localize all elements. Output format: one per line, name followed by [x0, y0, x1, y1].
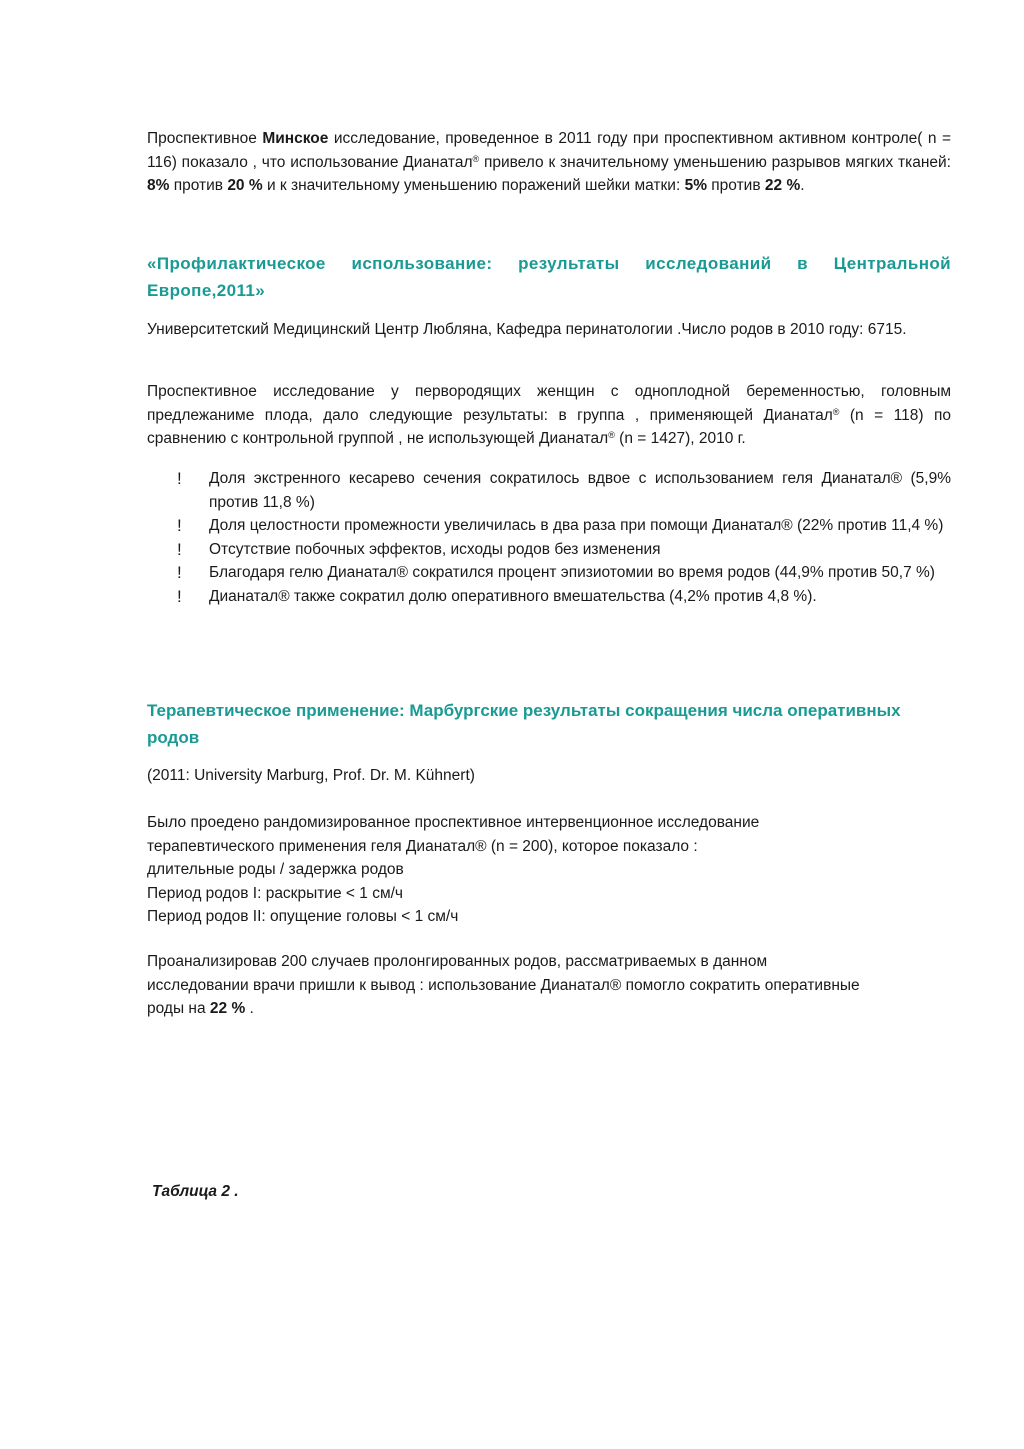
text-run: (n = 1427), 2010 г.: [614, 430, 746, 447]
text-run: .: [800, 177, 805, 194]
list-item: [147, 514, 951, 538]
bold-value: 22 %: [764, 177, 801, 194]
paragraph-ljubljana: Университетский Медицинский Центр Любляна, Кафедра перинатологии .Число родов в 2010 году: 6715.: [147, 321, 907, 338]
exclamation-bullet: !: [177, 586, 182, 606]
bold-minsk: Минское: [262, 130, 329, 147]
list-item: [147, 561, 951, 585]
list-item: [147, 467, 951, 514]
paragraph-randomized-study: [147, 811, 951, 929]
text-line: исследовании врачи пришли к вывод : использование Дианатал® помогло сократить оперативные: [147, 976, 860, 994]
text-run: привело к значительному уменьшению разрывов мягких тканей:: [479, 153, 951, 171]
bold-value: 8%: [147, 177, 170, 194]
text-run: против: [706, 177, 765, 194]
list-item-text: Дианатал® также сократил долю оперативного вмешательства (4,2% против 4,8 %).: [209, 587, 817, 605]
text-run: исследование, проведенное в 2011 году при проспективном активном контроле( n = 116) показало , что использование Дианатал: [147, 130, 951, 171]
list-item-text: Отсутствие побочных эффектов, исходы родов без изменения: [209, 540, 661, 558]
text-line: Период родов I: раскрытие < 1 см/ч: [147, 884, 403, 902]
registered-mark: ®: [608, 430, 615, 440]
text-line: Было проедено рандомизированное проспективное интервенционное исследование: [147, 814, 760, 831]
text-run: Проспективное исследование у первородящих женщин с одноплодной беременностью, головным предлежаниме плода, дало следующие результаты: в группа , применяющей Дианатал: [147, 383, 951, 424]
table-caption: Таблица 2 .: [152, 1183, 239, 1200]
heading-therapeutic-use: Терапевтическое применение: Марбургские результаты сокращения числа оперативных родов: [147, 701, 901, 747]
text-line: Проанализировав 200 случаев пролонгированных родов, рассматриваемых в данном: [147, 953, 768, 970]
list-item-text: Доля целостности промежности увеличилась в два раза при помощи Дианатал® (22% против 11,4 %): [209, 517, 944, 534]
list-item: [147, 585, 951, 609]
bold-value: 20 %: [227, 177, 263, 194]
text-run: против: [169, 177, 228, 194]
exclamation-bullet: !: [177, 563, 182, 582]
exclamation-bullet: !: [177, 469, 182, 488]
list-item: [147, 538, 951, 562]
paragraph-marburg-source: (2011: University Marburg, Prof. Dr. M. Kühnert): [147, 767, 475, 784]
bold-value: 22 %: [209, 1000, 246, 1017]
text-line: Период родов II: опущение головы < 1 см/ч: [147, 908, 459, 925]
text-line: длительные роды / задержка родов: [147, 861, 404, 878]
exclamation-bullet: !: [177, 539, 182, 559]
list-item-text: Благодаря гелю Дианатал® сократился процент эпизиотомии во время родов (44,9% против 50,7 %): [209, 564, 935, 581]
registered-mark: ®: [832, 406, 840, 417]
text-run: (n = 118) по сравнению с контрольной группой , не использующей Дианатал: [147, 406, 951, 447]
text-run: и к значительному уменьшению поражений шейки матки:: [262, 177, 685, 194]
paragraph-conclusion: [147, 950, 951, 1021]
text-line: [147, 997, 951, 1021]
text-run: .: [245, 1000, 254, 1017]
paragraph-minsk-study: [147, 127, 951, 198]
paragraph-prospective-study: [147, 380, 951, 451]
results-list: [147, 467, 951, 608]
text-line: терапевтического применения геля Дианатал® (n = 200), которое показало :: [147, 837, 698, 855]
text-run: роды на: [147, 1000, 210, 1017]
text-run: Проспективное: [147, 130, 263, 147]
exclamation-bullet: !: [177, 516, 182, 535]
list-item-text: Доля экстренного кесарево сечения сократилось вдвое с использованием геля Дианатал® (5,9% против 11,8 %): [209, 470, 951, 511]
registered-mark: ®: [472, 153, 480, 164]
heading-prophylactic-use: «Профилактическое использование: результаты исследований в Центральной Европе,2011»: [147, 254, 951, 300]
bold-value: 5%: [684, 177, 707, 194]
